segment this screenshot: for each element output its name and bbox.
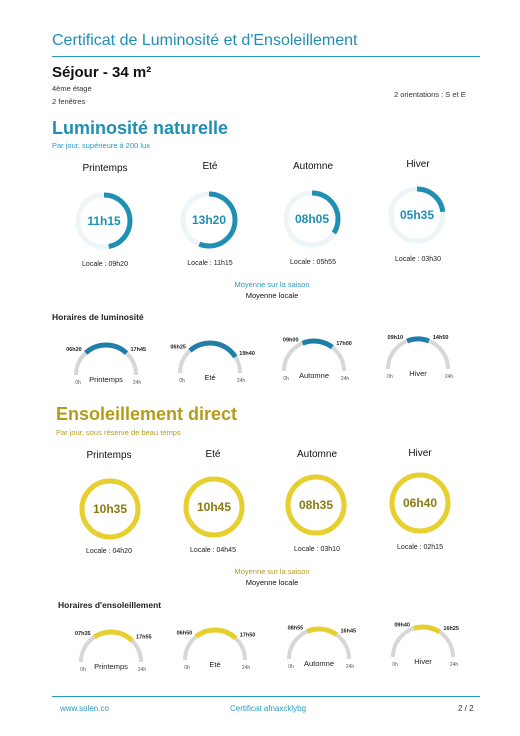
horaires-arc-lum-0 <box>86 345 127 353</box>
horaires-season-lum-1: Eté <box>204 373 216 382</box>
horaires-arc-lum-3 <box>407 339 429 341</box>
gauge-value-lum-3: 05h35 <box>399 208 435 222</box>
horaires-start-lum-1: 06h25 <box>170 344 186 351</box>
luminosite-subheading: Par jour, supérieure à 200 lux <box>52 141 150 150</box>
orientations-label: 2 orientations : S et E <box>394 90 466 99</box>
horaires-axis-start-lum-3: 0h <box>387 374 393 380</box>
horaires-start-sun-1: 06h50 <box>176 630 193 637</box>
lum-season-printemps: Printemps <box>82 163 128 174</box>
horaires-axis-end-lum-3: 24h <box>444 374 454 380</box>
luminosite-horaires-arcs <box>66 335 453 386</box>
sun-local-ete: Locale : 04h45 <box>190 547 236 554</box>
horaires-start-lum-0: 06h20 <box>66 346 82 353</box>
lum-local-avg-label: Moyenne locale <box>245 291 299 300</box>
horaires-end-lum-1: 19h40 <box>239 350 255 357</box>
horaires-axis-end-sun-2: 24h <box>345 664 355 670</box>
horaires-end-lum-0: 17h45 <box>130 347 147 354</box>
horaires-season-sun-2: Automne <box>303 659 335 668</box>
sun-local-printemps: Locale : 04h20 <box>86 548 132 555</box>
horaires-start-sun-2: 08h55 <box>287 625 304 632</box>
horaires-axis-start-lum-0: 0h <box>75 380 81 386</box>
horaires-end-sun-2: 16h45 <box>340 628 357 635</box>
horaires-season-sun-0: Printemps <box>94 662 128 671</box>
footer-certificate: Certificat afnaxcklybg <box>230 704 307 713</box>
gauge-value-lum-0: 11h15 <box>87 214 121 228</box>
horaires-start-lum-3: 09h10 <box>387 335 404 342</box>
gauge-value-sun-3: 06h40 <box>402 496 438 510</box>
horaires-start-sun-3: 09h40 <box>394 622 410 629</box>
horaires-axis-end-sun-3: 24h <box>449 662 459 668</box>
horaires-season-lum-0: Printemps <box>89 375 123 384</box>
horaires-axis-start-lum-2: 0h <box>283 376 289 382</box>
windows-label: 2 fenêtres <box>52 97 86 106</box>
gauge-value-sun-1: 10h45 <box>196 500 232 514</box>
horaires-axis-end-lum-2: 24h <box>340 376 350 382</box>
horaires-season-lum-2: Automne <box>298 371 330 380</box>
sun-season-automne: Automne <box>296 449 338 460</box>
horaires-start-lum-2: 09h00 <box>282 337 299 344</box>
horaires-season-lum-3: Hiver <box>409 369 427 378</box>
horaires-axis-start-sun-2: 0h <box>288 664 294 670</box>
horaires-season-sun-1: Eté <box>209 660 221 669</box>
gauge-value-lum-1: 13h20 <box>191 213 227 227</box>
footer-page-number: 2 / 2 <box>458 704 474 713</box>
sun-local-automne: Locale : 03h10 <box>294 546 340 553</box>
ensoleillement-gauges <box>82 475 448 537</box>
horaires-axis-end-sun-1: 24h <box>241 665 251 671</box>
horaires-axis-end-lum-0: 24h <box>132 380 142 386</box>
sun-local-avg-label: Moyenne locale <box>245 578 299 587</box>
horaires-start-sun-0: 07h35 <box>74 630 91 637</box>
footer-site-link[interactable]: www.solen.co <box>60 704 109 713</box>
ensoleillement-subheading: Par jour, sous réserve de beau temps <box>56 428 181 437</box>
sun-local-hiver: Locale : 02h15 <box>397 544 443 551</box>
lum-local-automne: Locale : 05h55 <box>290 259 336 266</box>
footer-divider <box>52 696 480 697</box>
lum-local-ete: Locale : 11h15 <box>187 260 233 267</box>
sun-season-printemps: Printemps <box>86 450 132 461</box>
horaires-season-sun-3: Hiver <box>414 657 432 666</box>
floor-label: 4ème étage <box>52 84 92 93</box>
lum-season-ete: Eté <box>202 161 218 172</box>
horaires-track <box>185 630 245 660</box>
ensoleillement-horaires-arcs <box>75 622 459 673</box>
lum-avg-label: Moyenne sur la saison <box>234 280 310 289</box>
sun-horaires-title: Horaires d'ensoleillement <box>58 600 162 610</box>
horaires-track <box>180 343 240 373</box>
horaires-arc-sun-1 <box>196 630 236 638</box>
lum-local-hiver: Locale : 03h30 <box>395 256 441 263</box>
horaires-end-lum-2: 17h00 <box>336 341 352 348</box>
lum-horaires-title: Horaires de luminosité <box>52 312 144 322</box>
gauge-value-sun-2: 08h35 <box>298 498 334 512</box>
horaires-track <box>388 339 448 369</box>
horaires-arc-sun-2 <box>307 629 336 635</box>
horaires-track <box>76 345 136 375</box>
page-title: Certificat de Luminosité et d'Ensoleillement <box>52 32 358 49</box>
horaires-axis-start-sun-0: 0h <box>80 667 86 673</box>
horaires-end-lum-3: 14h50 <box>432 335 449 342</box>
gauge-value-lum-2: 08h05 <box>294 212 330 226</box>
horaires-axis-start-sun-3: 0h <box>392 662 398 668</box>
horaires-arc-lum-2 <box>303 341 333 347</box>
horaires-axis-end-lum-1: 24h <box>236 378 246 384</box>
luminosite-gauges <box>78 189 443 247</box>
sun-avg-label: Moyenne sur la saison <box>234 567 310 576</box>
gauge-value-sun-0: 10h35 <box>92 502 128 516</box>
horaires-axis-end-sun-0: 24h <box>137 667 147 673</box>
horaires-arc-sun-3 <box>414 627 439 632</box>
sun-season-ete: Eté <box>205 449 221 460</box>
room-title: Séjour - 34 m² <box>52 64 152 81</box>
lum-season-hiver: Hiver <box>406 159 430 170</box>
ensoleillement-heading: Ensoleillement direct <box>56 404 238 424</box>
horaires-track <box>284 341 344 371</box>
horaires-arc-lum-1 <box>190 343 235 357</box>
luminosite-heading: Luminosité naturelle <box>52 118 229 138</box>
horaires-end-sun-3: 16h25 <box>443 625 460 632</box>
horaires-axis-start-lum-1: 0h <box>179 378 185 384</box>
lum-season-automne: Automne <box>292 161 334 172</box>
horaires-arc-sun-0 <box>95 632 132 641</box>
horaires-end-sun-0: 17h55 <box>135 634 152 641</box>
horaires-axis-start-sun-1: 0h <box>184 665 190 671</box>
sun-season-hiver: Hiver <box>408 448 432 459</box>
lum-local-printemps: Locale : 09h20 <box>82 261 128 268</box>
horaires-end-sun-1: 17h50 <box>239 632 256 639</box>
